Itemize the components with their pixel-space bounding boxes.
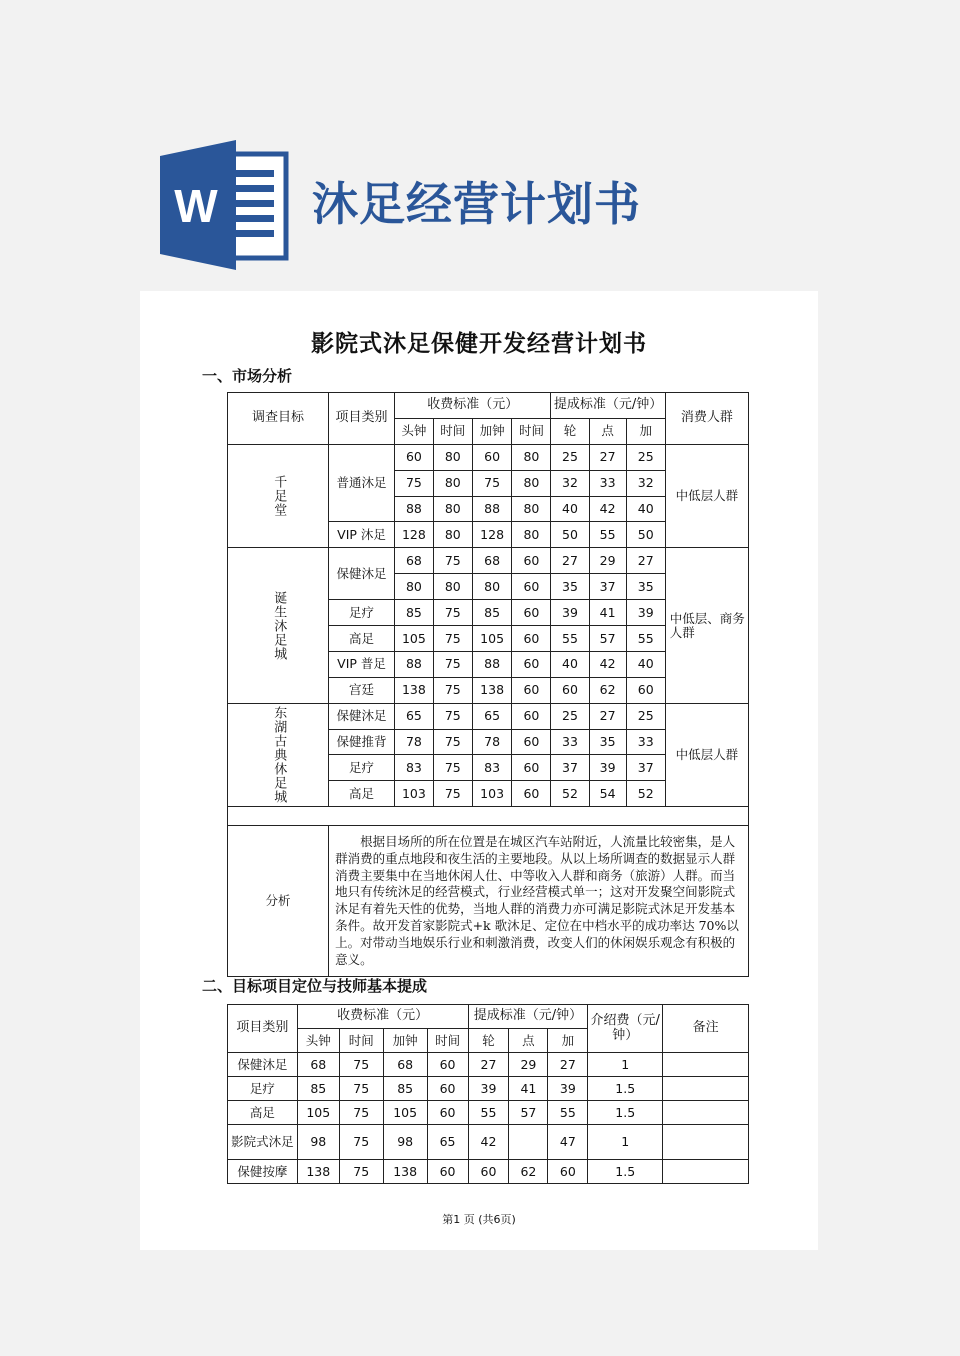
cell: 75 bbox=[433, 781, 472, 807]
category-cell: 保健沐足 bbox=[329, 548, 395, 600]
header-commission: 提成标准（元/钟） bbox=[468, 1005, 588, 1029]
category-cell: VIP 沐足 bbox=[329, 522, 395, 548]
cell: 39 bbox=[551, 600, 589, 626]
cell: 40 bbox=[626, 651, 665, 677]
category-cell: VIP 普足 bbox=[329, 651, 395, 677]
cell: 1.5 bbox=[588, 1077, 663, 1101]
cell: 60 bbox=[512, 755, 551, 781]
cell: 75 bbox=[433, 626, 472, 652]
cell: 138 bbox=[383, 1160, 427, 1184]
category-cell: 保健沐足 bbox=[329, 703, 395, 729]
header-target: 调查目标 bbox=[228, 393, 329, 445]
cell: 80 bbox=[395, 574, 434, 600]
cell: 75 bbox=[395, 470, 434, 496]
cell: 55 bbox=[468, 1101, 509, 1125]
cell: 35 bbox=[551, 574, 589, 600]
cell: 50 bbox=[626, 522, 665, 548]
cell: 25 bbox=[551, 444, 589, 470]
cell: 40 bbox=[626, 496, 665, 522]
cell: 80 bbox=[512, 522, 551, 548]
cell: 85 bbox=[472, 600, 512, 626]
cell: 75 bbox=[433, 548, 472, 574]
category-cell: 普通沐足 bbox=[329, 444, 395, 522]
spacer-row bbox=[228, 807, 749, 826]
cell: 80 bbox=[433, 574, 472, 600]
cell: 105 bbox=[472, 626, 512, 652]
cell: 55 bbox=[626, 626, 665, 652]
cell: 103 bbox=[395, 781, 434, 807]
cell: 60 bbox=[548, 1160, 588, 1184]
cell: 105 bbox=[383, 1101, 427, 1125]
cell: 80 bbox=[512, 444, 551, 470]
cell: 1.5 bbox=[588, 1160, 663, 1184]
category-cell: 高足 bbox=[329, 626, 395, 652]
cell: 41 bbox=[509, 1077, 548, 1101]
analysis-text: 根据目场所的所在位置是在城区汽车站附近，人流量比较密集，是人群消费的重点地段和夜生活的主要地段。从以上场所调查的数据显示人群消费主要集中在当地休闲人仕、中等收入人群和商务（旅游）人群。而当地只有传统沐足的经营模式，行业经营模式单一；这对开发聚空间影院式沐足有着先天性的优势，当地人群的消费力亦可满足影院式沐足开发基本条件。故开发首家影院式+k 歌沐足、定位在中档水平的成功率达 70%以上。对带动当地娱乐行业和刺激消费，改变人们的休闲娱乐观念有积极的意义。 bbox=[329, 826, 749, 977]
cell: 55 bbox=[589, 522, 626, 548]
cell: 80 bbox=[433, 496, 472, 522]
cell: 60 bbox=[395, 444, 434, 470]
cell: 128 bbox=[395, 522, 434, 548]
cell: 85 bbox=[395, 600, 434, 626]
cell: 80 bbox=[472, 574, 512, 600]
cell: 138 bbox=[472, 677, 512, 703]
cell: 60 bbox=[427, 1160, 468, 1184]
cell: 60 bbox=[427, 1077, 468, 1101]
word-logo-letter: W bbox=[174, 180, 218, 232]
header-note: 备注 bbox=[663, 1005, 749, 1053]
cell: 25 bbox=[626, 703, 665, 729]
cell: 50 bbox=[551, 522, 589, 548]
cell: 60 bbox=[468, 1160, 509, 1184]
cell: 88 bbox=[472, 496, 512, 522]
cell: 27 bbox=[589, 703, 626, 729]
cell: 40 bbox=[551, 496, 589, 522]
cell: 75 bbox=[339, 1160, 383, 1184]
cell: 54 bbox=[589, 781, 626, 807]
cell: 75 bbox=[339, 1077, 383, 1101]
page-footer: 第1 页 (共6页) bbox=[442, 1213, 516, 1226]
cell: 75 bbox=[433, 600, 472, 626]
cell: 27 bbox=[626, 548, 665, 574]
cell: 39 bbox=[589, 755, 626, 781]
cell: 27 bbox=[589, 444, 626, 470]
subheader: 时间 bbox=[433, 418, 472, 444]
cell: 68 bbox=[395, 548, 434, 574]
cell: 75 bbox=[433, 729, 472, 755]
cell: 55 bbox=[551, 626, 589, 652]
cell: 85 bbox=[297, 1077, 339, 1101]
cell: 85 bbox=[383, 1077, 427, 1101]
cell: 37 bbox=[551, 755, 589, 781]
subheader: 轮 bbox=[468, 1029, 509, 1053]
header-fee: 收费标准（元） bbox=[395, 393, 551, 419]
subheader: 加钟 bbox=[472, 418, 512, 444]
section-heading-market: 一、市场分析 bbox=[202, 367, 293, 385]
word-icon bbox=[160, 140, 290, 270]
header-category: 项目类别 bbox=[228, 1005, 298, 1053]
cell: 52 bbox=[626, 781, 665, 807]
consumer-cell: 中低层、商务人群 bbox=[665, 548, 748, 703]
cell: 1 bbox=[588, 1125, 663, 1160]
cell: 60 bbox=[427, 1101, 468, 1125]
cell: 105 bbox=[395, 626, 434, 652]
note-cell bbox=[663, 1053, 749, 1077]
cell: 75 bbox=[433, 651, 472, 677]
cell: 29 bbox=[509, 1053, 548, 1077]
subheader: 点 bbox=[589, 418, 626, 444]
cell: 103 bbox=[472, 781, 512, 807]
analysis-label: 分析 bbox=[228, 826, 329, 977]
cell: 62 bbox=[589, 677, 626, 703]
cell: 68 bbox=[297, 1053, 339, 1077]
header-referral: 介绍费（元/钟） bbox=[588, 1005, 663, 1053]
cell: 83 bbox=[395, 755, 434, 781]
cell: 75 bbox=[339, 1101, 383, 1125]
document-title: 影院式沐足保健开发经营计划书 bbox=[311, 330, 647, 357]
cell: 1 bbox=[588, 1053, 663, 1077]
cell: 80 bbox=[512, 470, 551, 496]
cell: 75 bbox=[339, 1125, 383, 1160]
commission-table bbox=[227, 1004, 749, 1184]
cell: 27 bbox=[548, 1053, 588, 1077]
cell: 60 bbox=[512, 781, 551, 807]
group-name: 千足堂 bbox=[271, 475, 287, 518]
section-heading-positioning: 二、目标项目定位与技师基本提成 bbox=[202, 977, 428, 995]
table-row bbox=[228, 1125, 749, 1160]
cell: 128 bbox=[472, 522, 512, 548]
cell: 42 bbox=[589, 651, 626, 677]
subheader: 加钟 bbox=[383, 1029, 427, 1053]
category-cell: 高足 bbox=[329, 781, 395, 807]
cell: 65 bbox=[427, 1125, 468, 1160]
cell: 33 bbox=[551, 729, 589, 755]
table-row bbox=[228, 703, 749, 729]
cell: 52 bbox=[551, 781, 589, 807]
subheader: 点 bbox=[509, 1029, 548, 1053]
table-row bbox=[228, 1077, 749, 1101]
cell: 39 bbox=[548, 1077, 588, 1101]
cell: 65 bbox=[472, 703, 512, 729]
cell: 88 bbox=[395, 496, 434, 522]
cell: 25 bbox=[626, 444, 665, 470]
cell: 33 bbox=[626, 729, 665, 755]
cell: 32 bbox=[551, 470, 589, 496]
subheader: 头钟 bbox=[395, 418, 434, 444]
table-row bbox=[228, 1101, 749, 1125]
cell bbox=[509, 1125, 548, 1160]
table-row bbox=[228, 548, 749, 574]
category-cell: 保健推背 bbox=[329, 729, 395, 755]
cell: 60 bbox=[472, 444, 512, 470]
group-name: 东湖古典休足城 bbox=[271, 705, 287, 804]
category-cell: 保健沐足 bbox=[228, 1053, 298, 1077]
market-survey-table bbox=[227, 392, 749, 977]
note-cell bbox=[663, 1125, 749, 1160]
cell: 37 bbox=[589, 574, 626, 600]
cell: 138 bbox=[395, 677, 434, 703]
category-cell: 宫廷 bbox=[329, 677, 395, 703]
cell: 37 bbox=[626, 755, 665, 781]
cell: 138 bbox=[297, 1160, 339, 1184]
category-cell: 足疗 bbox=[329, 755, 395, 781]
cell: 42 bbox=[589, 496, 626, 522]
subheader: 头钟 bbox=[297, 1029, 339, 1053]
cell: 42 bbox=[468, 1125, 509, 1160]
cell: 60 bbox=[512, 574, 551, 600]
cell: 78 bbox=[395, 729, 434, 755]
cell: 75 bbox=[472, 470, 512, 496]
consumer-cell: 中低层人群 bbox=[665, 444, 748, 548]
subheader: 加 bbox=[548, 1029, 588, 1053]
note-cell bbox=[663, 1101, 749, 1125]
cell: 35 bbox=[626, 574, 665, 600]
cell: 35 bbox=[589, 729, 626, 755]
cell: 41 bbox=[589, 600, 626, 626]
cell: 68 bbox=[472, 548, 512, 574]
subheader: 加 bbox=[626, 418, 665, 444]
cell: 78 bbox=[472, 729, 512, 755]
cell: 75 bbox=[433, 677, 472, 703]
cell: 27 bbox=[551, 548, 589, 574]
note-cell bbox=[663, 1160, 749, 1184]
header-category: 项目类别 bbox=[329, 393, 395, 445]
cell: 105 bbox=[297, 1101, 339, 1125]
cell: 60 bbox=[512, 600, 551, 626]
cell: 1.5 bbox=[588, 1101, 663, 1125]
cell: 65 bbox=[395, 703, 434, 729]
subheader: 时间 bbox=[339, 1029, 383, 1053]
cell: 80 bbox=[433, 522, 472, 548]
cell: 68 bbox=[383, 1053, 427, 1077]
cell: 88 bbox=[395, 651, 434, 677]
cell: 75 bbox=[433, 703, 472, 729]
cell: 60 bbox=[512, 729, 551, 755]
subheader: 轮 bbox=[551, 418, 589, 444]
category-cell: 足疗 bbox=[228, 1077, 298, 1101]
page-title: 沐足经营计划书 bbox=[312, 177, 641, 231]
header-fee: 收费标准（元） bbox=[297, 1005, 468, 1029]
cell: 33 bbox=[589, 470, 626, 496]
table-row bbox=[228, 1160, 749, 1184]
cell: 25 bbox=[551, 703, 589, 729]
header-commission: 提成标准（元/钟） bbox=[551, 393, 665, 419]
cell: 60 bbox=[626, 677, 665, 703]
cell: 80 bbox=[433, 444, 472, 470]
header-banner bbox=[0, 0, 960, 290]
group-name: 诞生沐足城 bbox=[271, 590, 287, 661]
cell: 60 bbox=[551, 677, 589, 703]
cell: 80 bbox=[512, 496, 551, 522]
cell: 47 bbox=[548, 1125, 588, 1160]
cell: 60 bbox=[512, 651, 551, 677]
cell: 62 bbox=[509, 1160, 548, 1184]
note-cell bbox=[663, 1077, 749, 1101]
category-cell: 保健按摩 bbox=[228, 1160, 298, 1184]
cell: 75 bbox=[339, 1053, 383, 1077]
cell: 32 bbox=[626, 470, 665, 496]
cell: 88 bbox=[472, 651, 512, 677]
cell: 39 bbox=[468, 1077, 509, 1101]
cell: 57 bbox=[509, 1101, 548, 1125]
document-page bbox=[140, 291, 818, 1250]
table-row bbox=[228, 444, 749, 470]
cell: 39 bbox=[626, 600, 665, 626]
cell: 57 bbox=[589, 626, 626, 652]
cell: 29 bbox=[589, 548, 626, 574]
category-cell: 影院式沐足 bbox=[228, 1125, 298, 1160]
cell: 60 bbox=[512, 677, 551, 703]
cell: 40 bbox=[551, 651, 589, 677]
cell: 60 bbox=[512, 703, 551, 729]
header-consumer: 消费人群 bbox=[665, 393, 748, 445]
cell: 75 bbox=[433, 755, 472, 781]
cell: 83 bbox=[472, 755, 512, 781]
cell: 60 bbox=[427, 1053, 468, 1077]
cell: 98 bbox=[383, 1125, 427, 1160]
category-cell: 高足 bbox=[228, 1101, 298, 1125]
cell: 98 bbox=[297, 1125, 339, 1160]
cell: 80 bbox=[433, 470, 472, 496]
consumer-cell: 中低层人群 bbox=[665, 703, 748, 807]
cell: 27 bbox=[468, 1053, 509, 1077]
cell: 60 bbox=[512, 626, 551, 652]
cell: 60 bbox=[512, 548, 551, 574]
table-row bbox=[228, 1053, 749, 1077]
subheader: 时间 bbox=[427, 1029, 468, 1053]
subheader: 时间 bbox=[512, 418, 551, 444]
cell: 55 bbox=[548, 1101, 588, 1125]
category-cell: 足疗 bbox=[329, 600, 395, 626]
